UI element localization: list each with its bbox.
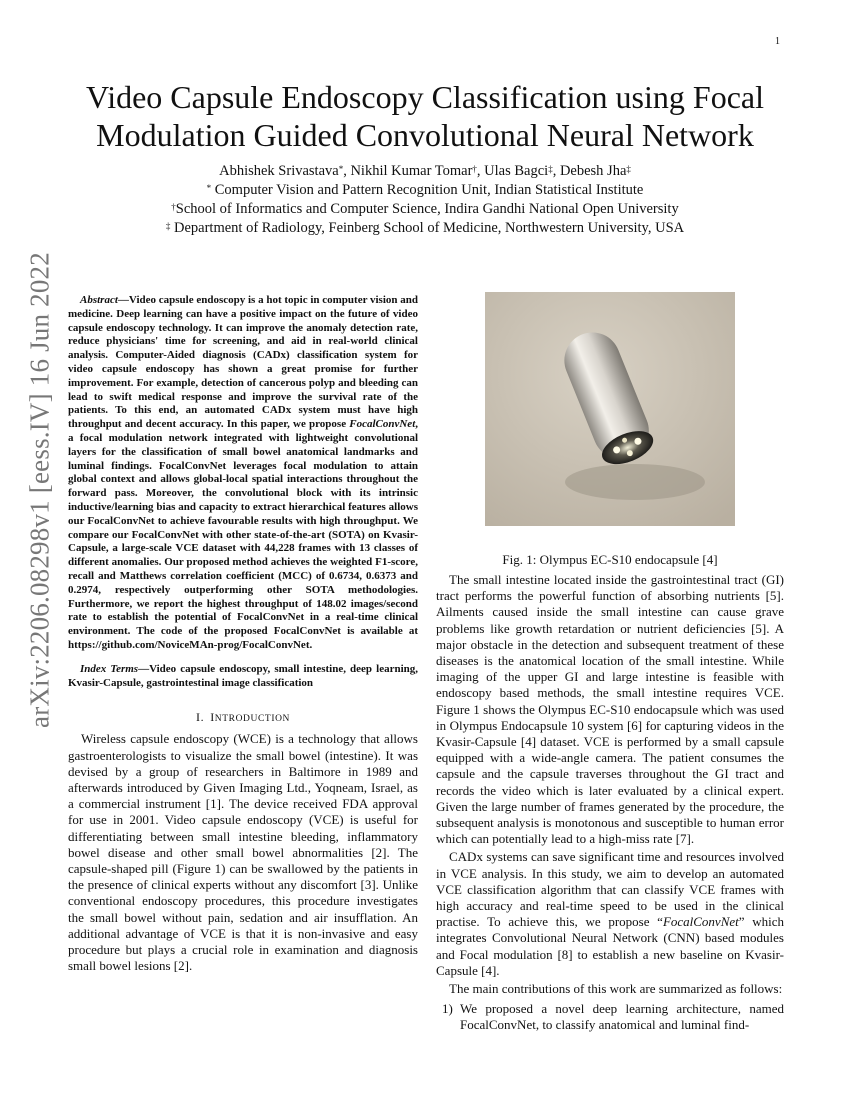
intro-paragraph-2: The small intestine located inside the gastrointestinal tract (GI) tract performs the powerful function of absorbing nutrients [5]. Ailments caused inside the small intestine can cause grave problems like growth retardation or nutrient deficiencies [5]. A major obstacle in the detection and subsequent treatment of these diseases is the anatomical location of the small intestine. While imaging of the upper GI and large intestine is feasible with endoscopy based methods, the small intestine requires VCE. Figure 1 shows the Olympus EC-S10 endocapsule which was used in Olympus Endocapsule 10 system [6] for capturing videos in the Kvasir-Capsule [4] dataset. VCE is performed by a small capsule equipped with a wide-angle camera. The patient consumes the capsule and the capsule traverses throughout the GI tract and records the video which is later evaluated by a clinical expert. Given the large number of frames generated by the procedure, the subsequent analysis is monotonous and susceptible to human error which can potentially lead to a high-miss rate [7].	[436, 572, 784, 847]
author-separator: ,	[476, 163, 485, 179]
index-terms-label: Index Terms	[80, 662, 139, 675]
intro-paragraph-3-text-2: ” which integrates Convolutional Neural Network (CNN) based modules and Focal modulation [8] to establish a new baseline on Kvasir-Capsule [4].	[436, 914, 784, 978]
author-2-mark: †	[472, 164, 477, 174]
section-initial: I	[210, 710, 215, 725]
abstract-text-2: , a focal modulation network integrated with lightweight convolutional layers for the classification of small bowel anatomical landmarks and luminal findings. FocalConvNet leverages focal modulation to attain global context and allows global-local spatial interactions throughout the forward pass. Moreover, the convolutional block with its intrinsic inductive/learning bias and capacity to extract hierarchical features allows our FocalConvNet to achieve favourable results with high throughput. We compare our FocalConvNet with other state-of-the-art (SOTA) on Kvasir-Capsule, a large-scale VCE dataset with 44,228 frames with 13 classes of different anomalies. Our proposed method achieves the weighted F1-score, recall and Matthews correlation coefficient (MCC) of 0.6734, 0.6373 and 0.2974, respectively outperforming other SOTA methodologies. Furthermore, we report the highest throughput of 148.02 images/second rate to establish the potential of FocalConvNet in a real-time clinical environment. The code of the proposed FocalConvNet is available at https://github.com/NoviceMAn-prog/FocalConvNet.	[68, 418, 418, 651]
author-4-mark: ‡	[626, 164, 631, 174]
affiliation-3-text: Department of Radiology, Feinberg School of Medicine, Northwestern University, USA	[170, 220, 685, 236]
intro-paragraph-4: The main contributions of this work are summarized as follows:	[449, 981, 783, 997]
arxiv-stamp	[24, 252, 55, 728]
section-number: I.	[195, 710, 205, 725]
figure-1-caption: Fig. 1: Olympus EC-S10 endocapsule [4]	[502, 552, 718, 567]
capsule-photo	[485, 292, 735, 526]
section-heading-introduction	[68, 710, 418, 725]
author-separator: ,	[343, 163, 351, 179]
index-terms	[68, 663, 418, 691]
intro-paragraph-3-text-1: CADx systems can save significant time and resources involved in VCE analysis. In this study, we aim to develop an automated VCE classification algorithm that can classify VCE frames with high accuracy and real-time speed to be used in the clinical practise. To achieve this, we propose “	[436, 849, 784, 930]
contributions-list	[436, 1001, 784, 1033]
abstract-label: Abstract	[80, 294, 118, 306]
author-3-mark: ‡	[548, 164, 553, 174]
author-2: Nikhil Kumar Tomar	[350, 163, 473, 179]
abstract	[68, 294, 418, 653]
arxiv-identifier: arXiv:2206.08298v1 [eess.IV] 16 Jun 2022	[24, 252, 55, 728]
affiliation-1-text: Computer Vision and Pattern Recognition Unit, Indian Statistical Institute	[211, 182, 644, 198]
title-line-1: Video Capsule Endoscopy Classification using Focal	[86, 79, 764, 115]
abstract-text-1: Video capsule endoscopy is a hot topic in computer vision and medicine. Deep learning can have a positive impact on the future of video capsule endoscopy technology. It can improve the anomaly detection rate, reduce physicians' time for screening, and aid in real-world clinical analysis. Computer-Aided diagnosis (CADx) classification system for video capsule endoscopy has shown a great promise for further improvement. For example, detection of cancerous polyp and bleeding can lead to swift medical response and improve the survival rate of the patients. To this end, an automated CADx system must have high throughput and decent accuracy. In this paper, we propose	[68, 294, 418, 431]
affiliation-3-mark: ‡	[165, 221, 171, 231]
intro-paragraph-3-model-name: FocalConvNet	[662, 914, 739, 930]
affiliation-2-mark: †	[171, 202, 176, 212]
intro-paragraph-1: Wireless capsule endoscopy (WCE) is a technology that allows gastroenterologists to visualize the small bowel (intestine). It was devised by a group of researchers in Baltimore in 1989 and afterwards introduced by Given Imaging Ltd., Yoqneam, Israel, as a commercial instrument [1]. The device received FDA approval for use in 2001. Video capsule endoscopy (VCE) is useful for differentiating between small intestine bleeding, inflammatory bowel disease and other small bowel abnormalities [2]. The capsule-shaped pill (Figure 1) can be swallowed by the patients in the presence of clinical experts without any discomfort [3]. Unlike conventional endoscopy procedures, this procedure investigates the small bowel without pain, sedation and air insufflation. An additional advantage of VCE is that it is non-invasive and easy procedure but plays a crucial role in examination and diagnosis small bowel lesions [2].	[68, 731, 418, 974]
author-separator: ,	[552, 163, 560, 179]
author-4: Debesh Jha	[559, 163, 627, 179]
right-column	[436, 292, 784, 1034]
list-item	[436, 1001, 784, 1033]
page-number: 1	[775, 36, 780, 47]
affiliation-3	[0, 219, 850, 238]
index-terms-text: Video capsule endoscopy, small intestine, deep learning, Kvasir-Capsule, gastrointestinal image classification	[68, 662, 419, 689]
author-block	[0, 162, 850, 238]
title-line-2: Modulation Guided Convolutional Neural Network	[96, 117, 754, 153]
list-item-marker: 1)	[442, 1001, 453, 1017]
affiliation-2-text: School of Informatics and Computer Science, Indira Gandhi National Open University	[175, 201, 679, 217]
figure-1-image	[485, 292, 735, 526]
author-3: Ulas Bagci	[484, 163, 549, 179]
affiliation-1-mark: *	[206, 183, 212, 193]
abstract-model-name: FocalConvNet	[349, 418, 416, 431]
index-terms-dash: —	[138, 662, 150, 675]
author-names	[0, 162, 850, 181]
abstract-dash: —	[117, 294, 129, 306]
section-title-rest: NTRODUCTION	[214, 714, 291, 725]
paper-title	[0, 78, 850, 154]
list-item-text: We proposed a novel deep learning architecture, named FocalConvNet, to classify anatomical and luminal find-	[460, 1001, 784, 1033]
author-1-mark: *	[338, 164, 344, 174]
affiliation-2	[0, 200, 850, 219]
affiliation-1	[0, 181, 850, 200]
intro-paragraph-3	[436, 849, 784, 979]
left-column	[68, 294, 418, 974]
author-1: Abhishek Srivastava	[219, 163, 339, 179]
